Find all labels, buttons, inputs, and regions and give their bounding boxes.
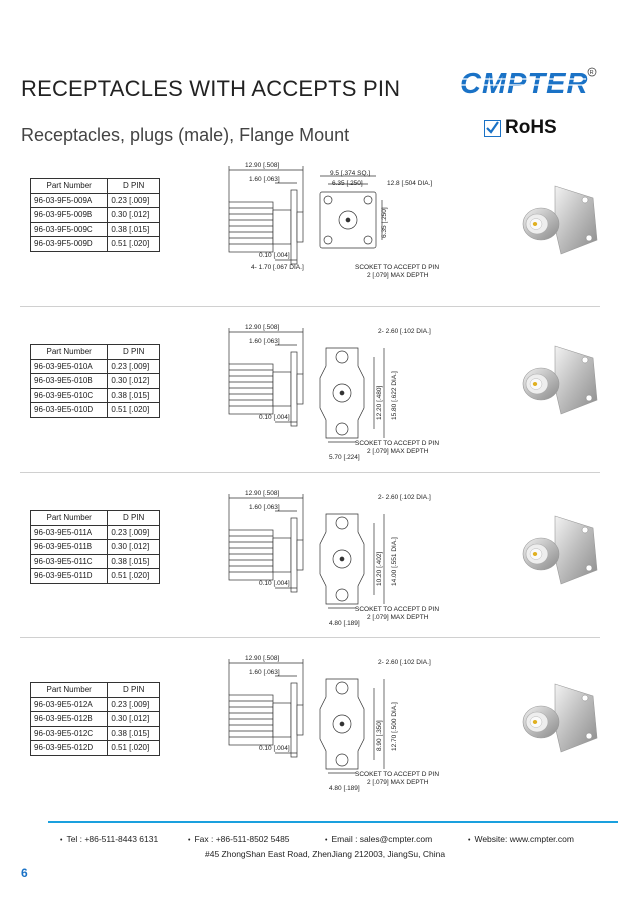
part-number-cell: 96-03-9E5-011C [31,554,108,569]
part-number-cell: 96-03-9E5-012D [31,741,108,756]
page-subtitle: Receptacles, plugs (male), Flange Mount [21,125,350,145]
dimension-label: 2- 2.60 [.102 DIA.] [378,328,431,335]
connector-photo [515,338,605,428]
dimension-label: 12.8 [.504 DIA.] [387,180,433,187]
dimension-label: 14.00 [.551 DIA.] [391,537,398,586]
part-number-table [30,510,160,584]
column-header-pin: D PIN [108,345,160,360]
footer-fax: • Fax : +86-511-8502 5485 [188,834,290,844]
table-header-row [31,179,160,194]
dimension-label: SCOKET TO ACCEPT D PIN [355,264,440,271]
dimension-label: 12.90 [.508] [245,324,280,331]
dimension-label: 2 [.079] MAX DEPTH [367,614,429,621]
part-number-cell: 96-03-9E5-012A [31,697,108,712]
d-pin-cell: 0.38 [.015] [108,222,160,237]
dimension-label: 12.20 [.480] [376,385,383,420]
column-header-part: Part Number [31,179,108,194]
d-pin-cell: 0.51 [.020] [108,403,160,418]
d-pin-cell: 0.30 [.012] [108,712,160,727]
table-row [31,208,160,223]
dimension-label: 6.35 [.250] [381,207,388,238]
table-row [31,237,160,252]
dimension-label: 2- 2.60 [.102 DIA.] [378,659,431,666]
table-header-row [31,345,160,360]
dimension-label: 1.60 [.063] [249,176,280,183]
dimension-drawing [215,160,455,290]
column-header-part: Part Number [31,511,108,526]
table-row [31,697,160,712]
page-title: RECEPTACLES WITH ACCEPTS PIN [21,76,401,101]
d-pin-cell: 0.30 [.012] [108,540,160,555]
svg-text:R: R [589,70,594,76]
rohs-badge [484,117,557,139]
dimension-label: 4- 1.70 [.067 DIA.] [251,264,304,271]
dimension-label: 12.90 [.508] [245,655,280,662]
d-pin-cell: 0.38 [.015] [108,726,160,741]
part-number-cell: 96-03-9E5-010C [31,388,108,403]
table-row [31,525,160,540]
part-number-cell: 96-03-9F5-009D [31,237,108,252]
table-row [31,540,160,555]
part-number-cell: 96-03-9E5-010B [31,374,108,389]
table-row [31,193,160,208]
dimension-label: 2 [.079] MAX DEPTH [367,272,429,279]
cmpter-logo [458,66,598,102]
table-row [31,741,160,756]
table-row [31,726,160,741]
d-pin-cell: 0.51 [.020] [108,569,160,584]
footer-address: #45 ZhongShan East Road, ZhenJiang 212003, JiangSu, China [205,849,446,859]
column-header-pin: D PIN [108,683,160,698]
part-number-table [30,682,160,756]
part-number-cell: 96-03-9E5-011B [31,540,108,555]
footer-tel: • Tel : +86-511-8443 6131 [60,834,158,844]
dimension-label: SCOKET TO ACCEPT D PIN [355,606,440,613]
dimension-label: 5.70 [.224] [329,454,360,461]
footer-website[interactable]: • Website: www.cmpter.com [468,834,574,844]
part-number-table [30,178,160,252]
footer-divider [48,821,618,823]
dimension-drawing [215,322,455,461]
dimension-label: 12.70 [.500 DIA.] [391,702,398,751]
dimension-label: 2 [.079] MAX DEPTH [367,779,429,786]
dimension-drawing [215,488,455,627]
d-pin-cell: 0.38 [.015] [108,554,160,569]
dimension-label: 2- 2.60 [.102 DIA.] [378,494,431,501]
table-row [31,388,160,403]
dimension-label: 0.10 [.004] [259,580,290,587]
d-pin-cell: 0.23 [.009] [108,697,160,712]
part-number-cell: 96-03-9F5-009A [31,193,108,208]
part-number-cell: 96-03-9E5-012C [31,726,108,741]
dimension-drawing [215,653,455,792]
dimension-label: 15.80 [.622 DIA.] [391,371,398,420]
d-pin-cell: 0.23 [.009] [108,525,160,540]
d-pin-cell: 0.38 [.015] [108,388,160,403]
table-header-row [31,683,160,698]
table-row [31,403,160,418]
dimension-label: 0.10 [.004] [259,414,290,421]
section-divider [20,637,600,638]
connector-photo [515,676,605,766]
table-row [31,712,160,727]
dimension-label: 1.60 [.063] [249,504,280,511]
table-row [31,359,160,374]
part-number-cell: 96-03-9F5-009C [31,222,108,237]
table-row [31,569,160,584]
dimension-label: 6.35 [.250] [332,180,363,187]
dimension-label: 10.20 [.402] [376,551,383,586]
footer-email[interactable]: • Email : sales@cmpter.com [325,834,432,844]
d-pin-cell: 0.23 [.009] [108,193,160,208]
table-row [31,374,160,389]
section-divider [20,472,600,473]
column-header-pin: D PIN [108,179,160,194]
dimension-label: 4.80 [.189] [329,785,360,792]
dimension-label: 0.10 [.004] [259,745,290,752]
dimension-label: 0.10 [.004] [259,252,290,259]
table-row [31,554,160,569]
dimension-label: 9.5 [.374 SQ.] [330,170,371,177]
connector-photo [515,178,605,268]
dimension-label: 4.80 [.189] [329,620,360,627]
check-icon [484,120,501,137]
dimension-label: 12.90 [.508] [245,162,280,169]
part-number-cell: 96-03-9E5-010D [31,403,108,418]
d-pin-cell: 0.30 [.012] [108,374,160,389]
column-header-part: Part Number [31,345,108,360]
table-row [31,222,160,237]
section-divider [20,306,600,307]
dimension-label: 1.60 [.063] [249,338,280,345]
dimension-label: 8.90 [.350] [376,720,383,751]
part-number-cell: 96-03-9E5-011D [31,569,108,584]
column-header-pin: D PIN [108,511,160,526]
rohs-label: RoHS [505,117,557,138]
dimension-label: SCOKET TO ACCEPT D PIN [355,771,440,778]
dimension-label: 2 [.079] MAX DEPTH [367,448,429,455]
part-number-cell: 96-03-9E5-012B [31,712,108,727]
connector-photo [515,508,605,598]
part-number-table [30,344,160,418]
page-number: 6 [21,866,28,880]
part-number-cell: 96-03-9E5-010A [31,359,108,374]
d-pin-cell: 0.30 [.012] [108,208,160,223]
column-header-part: Part Number [31,683,108,698]
d-pin-cell: 0.51 [.020] [108,237,160,252]
d-pin-cell: 0.51 [.020] [108,741,160,756]
d-pin-cell: 0.23 [.009] [108,359,160,374]
table-header-row [31,511,160,526]
dimension-label: SCOKET TO ACCEPT D PIN [355,440,440,447]
part-number-cell: 96-03-9F5-009B [31,208,108,223]
dimension-label: 12.90 [.508] [245,490,280,497]
svg-text:CMPTER: CMPTER [460,68,589,100]
dimension-label: 1.60 [.063] [249,669,280,676]
part-number-cell: 96-03-9E5-011A [31,525,108,540]
